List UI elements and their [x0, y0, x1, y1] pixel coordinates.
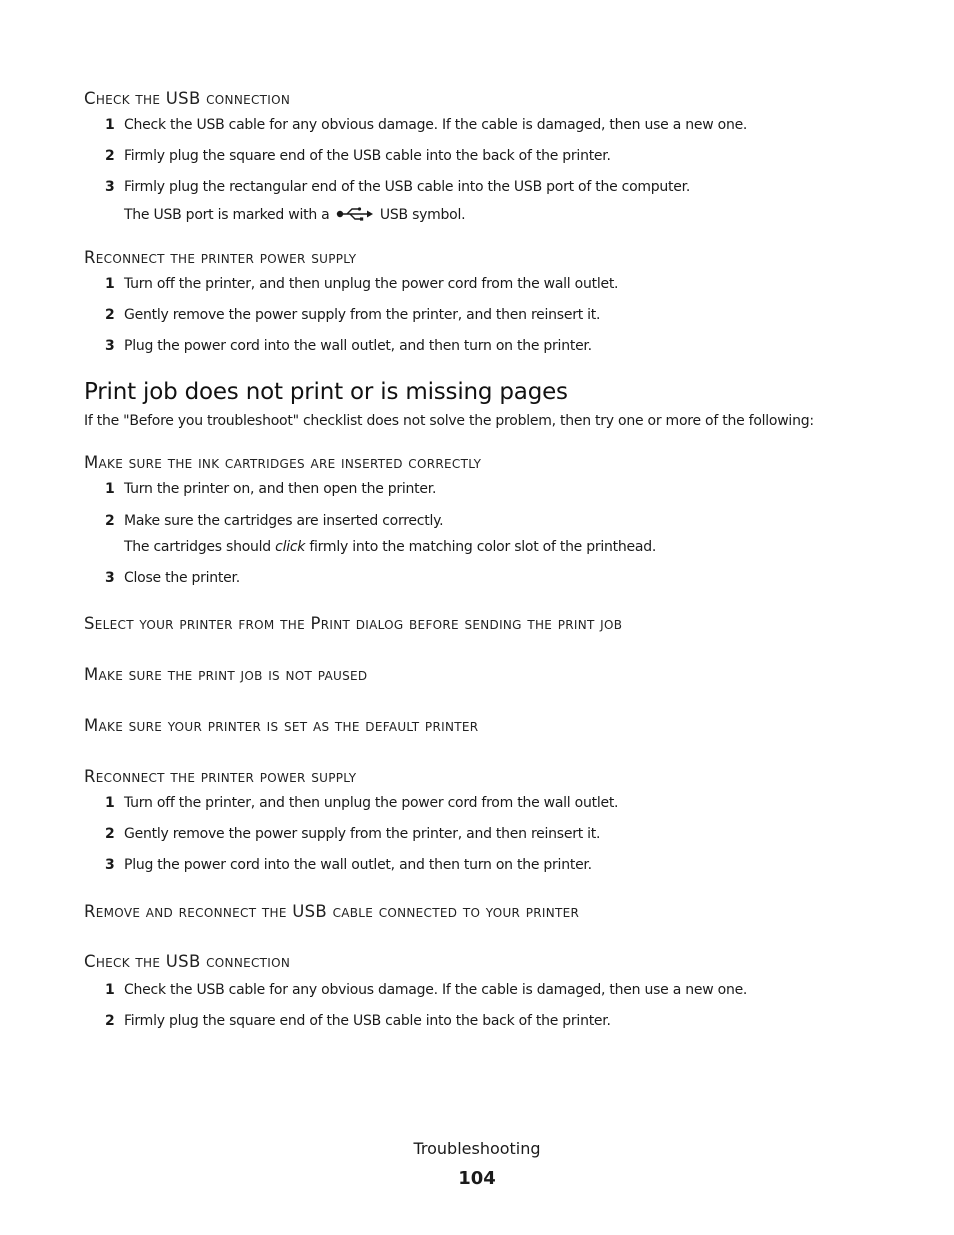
step-text: Close the printer.	[124, 570, 240, 586]
step-number: 2	[105, 513, 115, 529]
step-text: Gently remove the power supply from the printer, and then reinsert it.	[124, 307, 601, 323]
step-text: Turn off the printer, and then unplug the power cord from the wall outlet.	[124, 276, 619, 292]
steps-reconnect-power-supply	[84, 274, 874, 356]
step-number: 3	[105, 179, 115, 195]
heading-check-usb-connection-2: Check the USB connection	[84, 952, 291, 971]
heading-default-printer: Make sure your printer is set as the default printer	[84, 716, 479, 735]
note-text-after: USB symbol.	[379, 207, 466, 223]
step-number: 1	[105, 982, 115, 998]
step-number: 2	[105, 148, 115, 164]
heading-check-usb-connection: Check the USB connection	[84, 89, 291, 108]
step-number: 1	[105, 117, 115, 133]
list-item	[84, 305, 874, 325]
list-item	[84, 479, 874, 499]
list-item	[84, 1011, 874, 1031]
note-text-before: The cartridges should	[124, 539, 276, 555]
steps-check-usb-connection	[84, 115, 874, 225]
heading-select-printer: Select your printer from the Print dialog before sending the print job	[84, 614, 623, 633]
steps-check-usb-connection-2	[84, 980, 874, 1031]
heading-reconnect-power-supply-2: Reconnect the printer power supply	[84, 767, 357, 786]
step-text: Check the USB cable for any obvious damage. If the cable is damaged, then use a new one.	[124, 117, 748, 133]
list-item	[84, 980, 874, 1000]
usb-symbol-icon	[336, 207, 374, 221]
step-note	[124, 205, 874, 225]
list-item	[84, 177, 874, 225]
list-item	[84, 146, 874, 166]
step-text: Plug the power cord into the wall outlet, and then turn on the printer.	[124, 857, 592, 873]
list-item	[84, 274, 874, 294]
step-text: Check the USB cable for any obvious damage. If the cable is damaged, then use a new one.	[124, 982, 748, 998]
intro-paragraph: If the "Before you troubleshoot" checklist does not solve the problem, then try one or more of the following:	[84, 413, 814, 429]
step-number: 2	[105, 1013, 115, 1029]
step-text: Make sure the cartridges are inserted correctly.	[124, 513, 444, 529]
step-text: Plug the power cord into the wall outlet, and then turn on the printer.	[124, 338, 592, 354]
list-item	[84, 336, 874, 356]
note-text-before: The USB port is marked with a	[124, 207, 330, 223]
step-text: Turn off the printer, and then unplug the power cord from the wall outlet.	[124, 795, 619, 811]
note-text-after: firmly into the matching color slot of the printhead.	[305, 539, 657, 555]
list-item	[84, 855, 874, 875]
page-content	[84, 84, 874, 1031]
step-number: 1	[105, 795, 115, 811]
list-item	[84, 511, 874, 557]
steps-reconnect-power-supply-2	[84, 793, 874, 875]
steps-ink-cartridges	[84, 479, 874, 588]
list-item	[84, 824, 874, 844]
step-number: 3	[105, 857, 115, 873]
note-emphasis: click	[275, 539, 306, 555]
step-text: Turn the printer on, and then open the printer.	[124, 481, 437, 497]
step-number: 1	[105, 276, 115, 292]
step-note	[124, 537, 874, 557]
page-title: Print job does not print or is missing pages	[84, 379, 568, 405]
list-item	[84, 793, 874, 813]
step-number: 1	[105, 481, 115, 497]
step-text: Gently remove the power supply from the printer, and then reinsert it.	[124, 826, 601, 842]
list-item	[84, 115, 874, 135]
step-text: Firmly plug the rectangular end of the USB cable into the USB port of the computer.	[124, 179, 691, 195]
footer-section-name: Troubleshooting	[413, 1139, 541, 1158]
step-text: Firmly plug the square end of the USB cable into the back of the printer.	[124, 148, 611, 164]
step-text: Firmly plug the square end of the USB cable into the back of the printer.	[124, 1013, 611, 1029]
step-number: 2	[105, 307, 115, 323]
step-number: 2	[105, 826, 115, 842]
page-number: 104	[458, 1168, 496, 1189]
step-number: 3	[105, 338, 115, 354]
heading-job-not-paused: Make sure the print job is not paused	[84, 665, 368, 684]
step-number: 3	[105, 570, 115, 586]
list-item	[84, 568, 874, 588]
heading-remove-reconnect-usb: Remove and reconnect the USB cable connected to your printer	[84, 902, 580, 921]
heading-reconnect-power-supply: Reconnect the printer power supply	[84, 248, 357, 267]
heading-ink-cartridges: Make sure the ink cartridges are inserted correctly	[84, 453, 482, 472]
